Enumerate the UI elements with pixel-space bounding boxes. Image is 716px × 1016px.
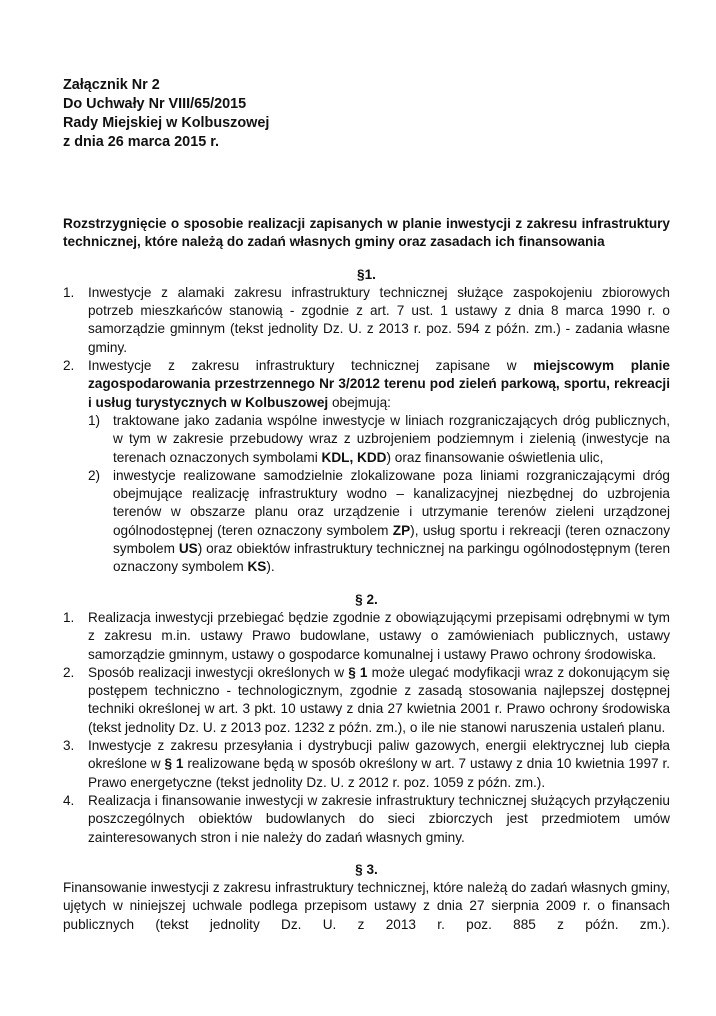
item-text: Inwestycje z zakresu infrastruktury technicznej zapisane w — [88, 358, 534, 374]
section-reference: § 1 — [164, 756, 184, 772]
header-annex: Załącznik Nr 2 — [63, 77, 160, 93]
item-number: 1. — [63, 284, 75, 300]
sub-item-text: traktowane jako zadania wspólne inwestycje w liniach rozgraniczających dróg publicznych, w tym w zakresie przebudowy wraz z uzbrojeniem podziemnym i zielenią (inwestycje na terenach oznaczonych symbolami — [113, 412, 670, 465]
header-date: z dnia 26 marca 2015 r. — [63, 134, 219, 150]
sub-item-number: 2) — [88, 467, 101, 483]
symbol-label: US — [178, 541, 198, 557]
list-item — [63, 737, 670, 792]
header-resolution: Do Uchwały Nr VIII/65/2015 — [63, 96, 247, 112]
item-text: Realizacja inwestycji przebiegać będzie zgodnie z obowiązującymi przepisami odrębnymi w tym z zakresu m.in. ustawy Prawo budowlane, ustawy o zamówieniach publicznych, ustawy samorządzie gminnym, ustawy o gospodarce komunalnej i ustawy Prawo ochrony środowiska. — [88, 609, 670, 662]
header-council: Rady Miejskiej w Kolbuszowej — [63, 115, 270, 131]
item-number: 1. — [63, 609, 75, 625]
item-text: Realizacja i finansowanie inwestycji w zakresie infrastruktury technicznej służących przyłączeniu poszczególnych obiektów budowlanych do sieci zbiorczych jest przedmiotem umów zainteresowanych stron i nie należy do zadań własnych gminy. — [88, 792, 670, 845]
list-item — [63, 792, 670, 847]
item-text: Sposób realizacji inwestycji określonych w — [88, 664, 349, 680]
section-1-list — [63, 284, 670, 577]
section-reference: § 1 — [348, 664, 368, 680]
sub-item-text: ) oraz obiektów infrastruktury technicznej na parkingu ogólnodostępnym (teren oznaczony symbolem — [113, 541, 671, 575]
section-1-heading: §1. — [357, 266, 376, 282]
list-item — [63, 609, 670, 664]
sub-item-text: inwestycje realizowane samodzielnie zlokalizowane poza liniami rozgraniczającymi dróg obejmujące realizację infrastruktury wodno – kanalizacyjnej niezbędnej do uzbrojenia terenów w obszarze planu oraz urządzenie i utrzymanie terenów zieleni urządzonej ogólnodostępnej (teren oznaczony symbolem — [113, 467, 670, 538]
item-number: 4. — [63, 792, 75, 808]
section-3-text: Finansowanie inwestycji z zakresu infrastruktury technicznej, które należą do zadań własnych gminy, ujętych w niniejszej uchwale podlega przepisom ustawy z dnia 27 sierpnia 2009 r. o finansach publicznych (tekst jednolity Dz. U. z 2013 r. poz. 885 z późn. zm.). — [63, 880, 670, 932]
symbol-label: KDL, KDD — [321, 449, 387, 465]
item-number: 3. — [63, 738, 75, 754]
item-number: 2. — [63, 664, 75, 680]
plan-name: miejscowym planie zagospodarowania przestrzennego Nr 3/2012 terenu pod zieleń parkową, sportu, rekreacji i usług turystycznych w Kolbuszowej — [88, 358, 670, 410]
section-2-list — [63, 609, 670, 847]
sub-item — [88, 467, 670, 577]
list-item — [63, 664, 670, 737]
item-text: Inwestycje z zakresu przesyłania i dystrybucji paliw gazowych, energii elektrycznej lub ciepła określone w — [88, 738, 670, 772]
item-text: Inwestycje z alamaki zakresu infrastruktury technicznej służące zaspokojeniu zbiorowych potrzeb mieszkańców stanowią - zgodnie z art. 7 ust. 1 ustawy z dnia 8 marca 1990 r. o samorządzie gminnym (tekst jednolity Dz. U. z 2013 r. poz. 594 z późn. zm.) - zadania własne gminy. — [88, 284, 670, 355]
sub-item-number: 1) — [88, 412, 101, 428]
section-3-heading: § 3. — [355, 861, 378, 877]
symbol-label: KS — [247, 559, 267, 575]
sub-item-text: ). — [266, 559, 275, 575]
sub-item-text: ), usług sportu i rekreacji (teren oznaczony symbolem — [113, 522, 670, 557]
item-text: realizowane będą w sposób określony w art. 7 ustawy z dnia 10 kwietnia 1997 r. Prawo energetyczne (tekst jednolity Dz. U. z 2012 r. poz. 1059 z późn. zm.). — [88, 756, 670, 790]
item-text: może ulegać modyfikacji wraz z dokonującym się postępem techniczno - technologicznym, zgodnie z zasadą stosowania najlepszej dostępnej techniki określonej w art. 3 pkt. 10 ustawy z dnia 27 kwietnia 2001 r. Prawo ochrony środowiska (tekst jednolity Dz. U. z 2013 poz. 1232 z późn. zm.), o ile nie stanowi naruszenia ustaleń planu. — [88, 664, 670, 735]
document-title: Rozstrzygnięcie o sposobie realizacji zapisanych w planie inwestycji z zakresu infrastruktury technicznej, które należą do zadań własnych gminy oraz zasadach ich finansowania — [63, 216, 670, 250]
list-item — [63, 284, 670, 357]
document-header — [63, 76, 670, 152]
item-text: obejmują: — [328, 394, 391, 410]
list-item — [63, 357, 670, 577]
symbol-label: ZP — [392, 522, 411, 538]
sub-list — [88, 412, 670, 577]
sub-item-text: ) oraz finansowanie oświetlenia ulic, — [386, 449, 604, 465]
item-number: 2. — [63, 358, 75, 374]
sub-item — [88, 412, 670, 467]
section-2-heading: § 2. — [355, 591, 378, 607]
